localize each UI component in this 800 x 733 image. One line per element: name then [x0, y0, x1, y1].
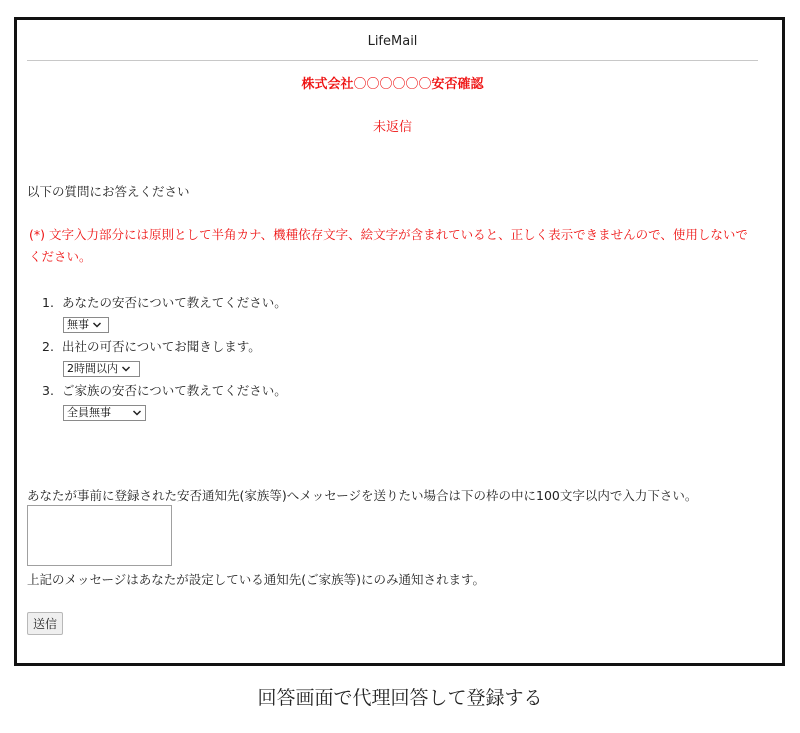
attendance-select[interactable]: [63, 361, 140, 377]
company-prefix: 株式会社: [301, 77, 354, 92]
app-title: LifeMail: [367, 34, 418, 49]
question-number: 3.: [42, 383, 54, 398]
select-value: 無事: [67, 318, 89, 331]
question-number: 1.: [42, 295, 54, 310]
chevron-down-icon: [121, 364, 131, 374]
company-placeholder: 〇〇〇〇〇〇: [353, 77, 432, 92]
chevron-down-icon: [132, 408, 142, 418]
page-content: [27, 20, 758, 663]
select-value: 2時間以内: [67, 362, 118, 375]
chevron-down-icon: [92, 320, 102, 330]
input-notice: (*) 文字入力部分には原則として半角カナ、機種依存文字、絵文字が含まれていると、正しく表示できませんので、使用しないでください。: [29, 227, 748, 264]
question-text: 出社の可否についてお聞きします。: [62, 339, 261, 354]
figure-caption: 回答画面で代理回答して登録する: [257, 687, 543, 709]
message-input[interactable]: [27, 505, 172, 566]
reply-status: 未返信: [372, 120, 412, 135]
safety-status-select[interactable]: [63, 317, 109, 333]
select-value: 全員無事: [67, 406, 111, 419]
intro-text: 以下の質問にお答えください: [27, 184, 190, 199]
family-safety-select[interactable]: [63, 405, 146, 421]
screen-frame: [14, 17, 785, 666]
company-suffix: 安否確認: [431, 77, 484, 92]
header-divider: [27, 60, 758, 61]
send-button[interactable]: 送信: [27, 612, 63, 635]
company-title: [27, 73, 758, 92]
message-instructions: あなたが事前に登録された安否通知先(家族等)へメッセージを送りたい場合は下の枠の中に100文字以内で入力下さい。: [27, 488, 698, 503]
message-note: 上記のメッセージはあなたが設定している通知先(ご家族等)にのみ通知されます。: [27, 572, 486, 587]
question-text: あなたの安否について教えてください。: [62, 295, 287, 310]
question-number: 2.: [42, 339, 54, 354]
question-text: ご家族の安否について教えてください。: [62, 383, 287, 398]
